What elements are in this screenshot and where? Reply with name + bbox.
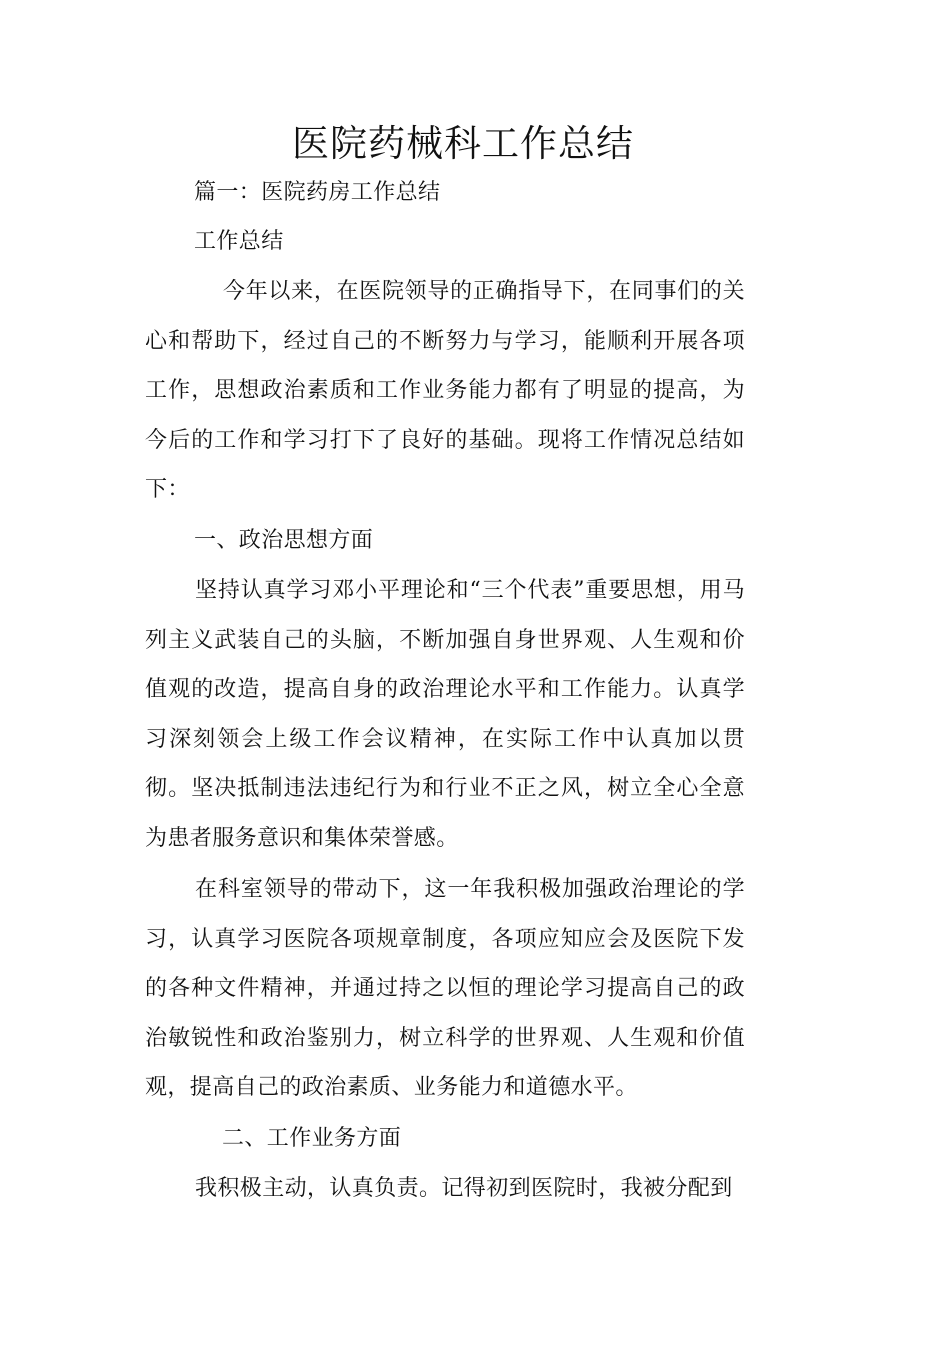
document-subtitle: 篇一：医院药房工作总结 [194, 180, 441, 205]
document-title: 医院药械科工作总结 [292, 122, 634, 165]
section2-paragraph-1: 我积极主动，认真负责。记得初到医院时，我被分配到 [195, 1176, 733, 1201]
summary-heading: 工作总结 [194, 229, 284, 254]
section1-heading: 一、政治思想方面 [194, 528, 374, 553]
section1-paragraph-1: 坚持认真学习邓小平理论和“三个代表”重要思想，用马列主义武装自己的头脑，不断加强自身世界观、人生观和价值观的改造，提高自身的政治理论水平和工作能力。认真学习深刻领会上级工作会议精神，在实际工作中认真加以贯彻。坚决抵制违法违纪行为和行业不正之风，树立全心全意为患者服务意识和集体荣誉感。 [145, 578, 745, 851]
section1-paragraph-2: 在科室领导的带动下，这一年我积极加强政治理论的学习，认真学习医院各项规章制度，各项应知应会及医院下发的各种文件精神，并通过持之以恒的理论学习提高自己的政治敏锐性和政治鉴别力，树立科学的世界观、人生观和价值观，提高自己的政治素质、业务能力和道德水平。 [145, 877, 745, 1101]
section2-heading: 二、工作业务方面 [222, 1126, 402, 1151]
intro-paragraph: 今年以来，在医院领导的正确指导下，在同事们的关心和帮助下，经过自己的不断努力与学习，能顺利开展各项工作，思想政治素质和工作业务能力都有了明显的提高，为今后的工作和学习打下了良好的基础。现将工作情况总结如下： [145, 279, 745, 503]
